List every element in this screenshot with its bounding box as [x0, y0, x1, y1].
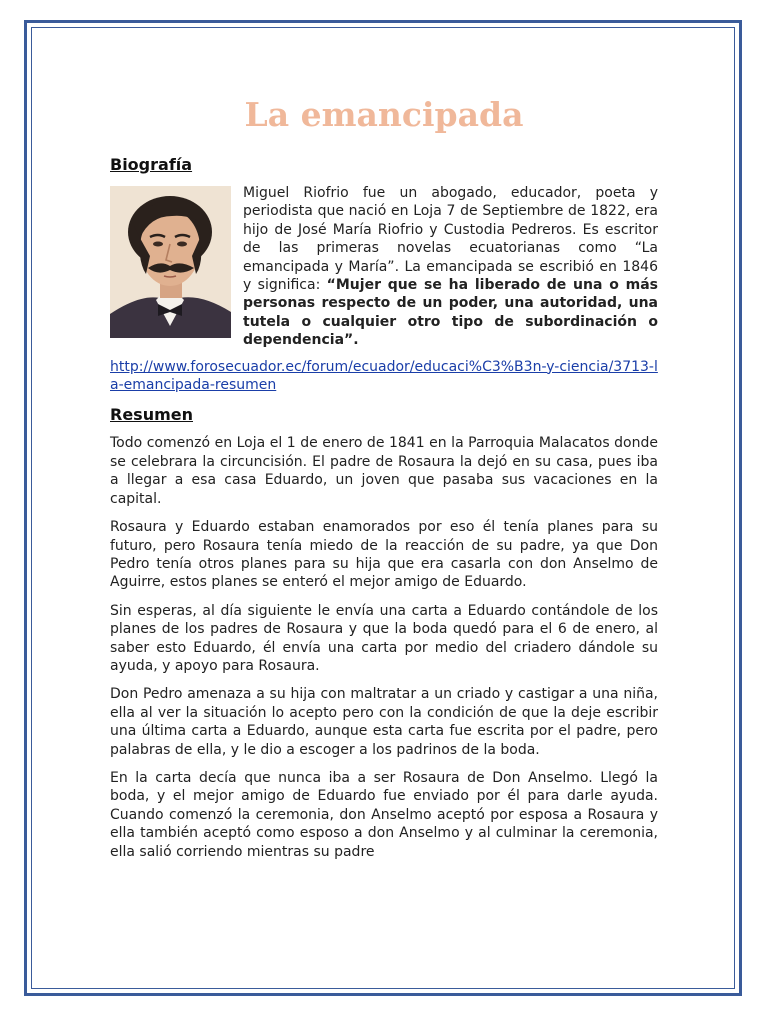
source-link[interactable]: http://www.forosecuador.ec/forum/ecuador/educaci%C3%B3n-y-ciencia/3713-la-emancipada-resumen [110, 358, 658, 394]
document-content [110, 90, 658, 871]
summary-paragraph: Don Pedro amenaza a su hija con maltratar a un criado y castigar a una niña, ella al ver la situación lo acepto pero con la condición de que la deje escribir una última carta a Eduardo, aunque esta carta fue escrita por el padre, pero palabras de ella, y le dio a escoger a los padrinos de la boda. [110, 686, 658, 758]
summary-paragraph: Rosaura y Eduardo estaban enamorados por eso él tenía planes para su futuro, pero Rosaura tenía miedo de la reacción de su padre, ya que Don Pedro tenía otros planes para su hija que era casarla con don Anselmo de Aguirre, estos planes se enteró el mejor amigo de Eduardo. [110, 519, 658, 591]
biography-definition: “Mujer que se ha liberado de una o más personas respecto de un poder, una autoridad, una tutela o cualquier otro tipo de subordinación o dependencia”. [243, 277, 658, 349]
document-title: La emancipada [244, 95, 524, 134]
biography-section [110, 184, 658, 350]
summary-paragraph: En la carta decía que nunca iba a ser Rosaura de Don Anselmo. Llegó la boda, y el mejor amigo de Eduardo fue enviado por él para darle ayuda. Cuando comenzó la ceremonia, don Anselmo aceptó por esposa a Rosaura y ella también aceptó como esposo a don Anselmo y al culminar la ceremonia, ella salió corriendo mientras su padre [110, 769, 658, 860]
biography-text: Miguel Riofrio fue un abogado, educador, poeta y periodista que nació en Loja 7 de Septiembre de 1822, era hijo de José María Riofrio y Custodia Pedreros. Es escritor de las primeras novelas ecuatorianas como “La emancipada y María”. La emancipada se escribió en 1846 y significa: [243, 185, 658, 294]
biography-heading: Biografía [110, 155, 193, 174]
portrait-image [110, 186, 231, 338]
summary-paragraph: Todo comenzó en Loja el 1 de enero de 1841 en la Parroquia Malacatos donde se celebrara la circuncisión. El padre de Rosaura la dejó en su casa, pues iba a llegar a esa casa Eduardo, un joven que pasaba sus vacaciones en la capital. [110, 435, 658, 507]
summary-heading: Resumen [110, 405, 193, 425]
summary-paragraph: Sin esperas, al día siguiente le envía una carta a Eduardo contándole de los planes de los padres de Rosaura y que la boda quedó para el 6 de enero, al saber esto Eduardo, él envía una carta por medio del criadero dándole su ayuda, y apoyo para Rosaura. [110, 602, 658, 674]
